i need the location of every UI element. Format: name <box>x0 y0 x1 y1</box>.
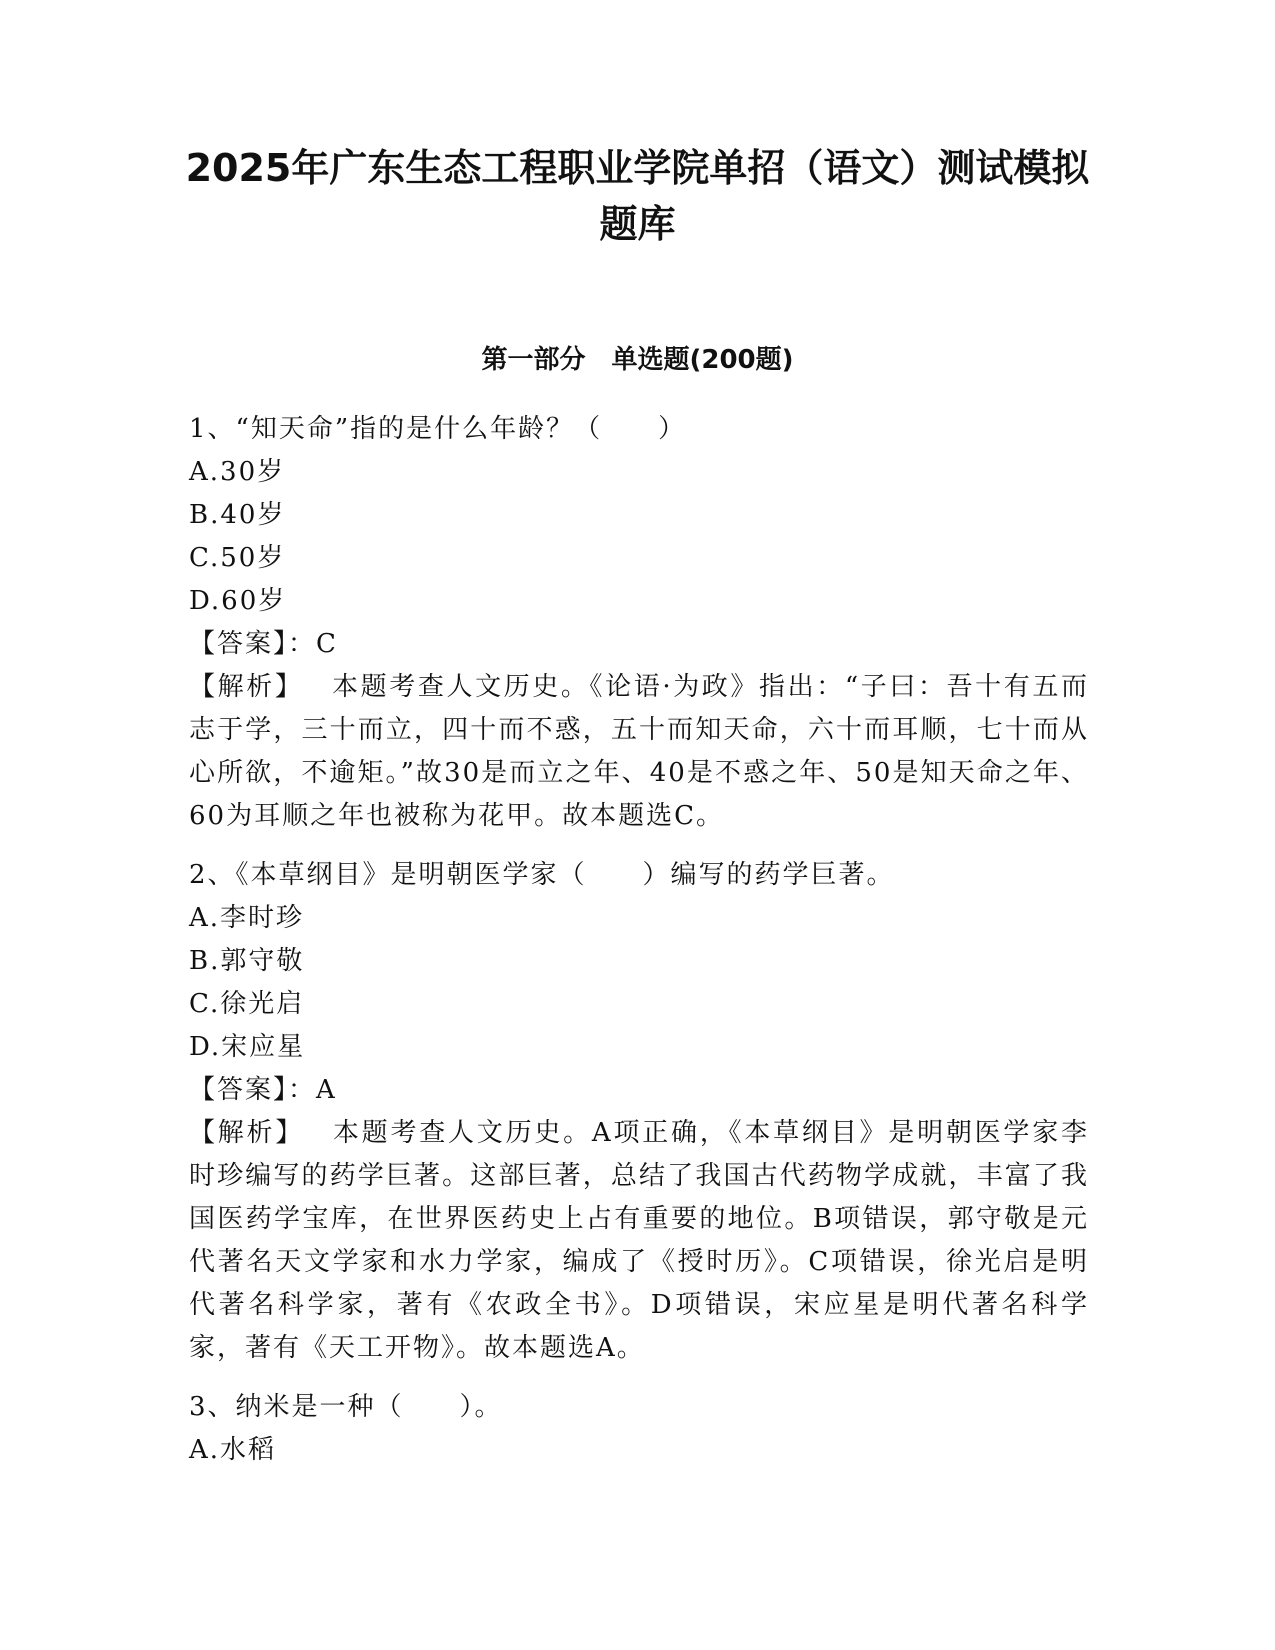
option-a: A.30岁 <box>189 457 286 487</box>
answer-label: 【答案】： <box>189 1075 317 1105</box>
analysis-label: 【解析】 <box>189 1118 305 1148</box>
question-number: 1、 <box>189 414 236 444</box>
question-1 <box>189 408 1089 838</box>
question-stem <box>189 408 1089 451</box>
option-a: A.水稻 <box>189 1435 277 1465</box>
question-stem <box>189 854 1089 897</box>
option-d: D.宋应星 <box>189 1032 306 1062</box>
analysis-text: 本题考查人文历史。《论语·为政》指出：“子曰：吾十有五而志于学，三十而立，四十而不惑，五十而知天命，六十而耳顺，七十而从心所欲，不逾矩。”故30是而立之年、40是不惑之年、50是知天命之年、60为耳顺之年也被称为花甲。故本题选C。 <box>189 672 1089 831</box>
question-text: “知天命”指的是什么年龄？（ ） <box>235 414 687 444</box>
option-c: C.徐光启 <box>189 989 305 1019</box>
section-title: 第一部分 单选题(200题) <box>481 345 794 375</box>
document-title <box>150 140 1125 252</box>
question-text: 《本草纲目》是明朝医学家（ ）编写的药学巨著。 <box>235 860 895 890</box>
answer-value: A <box>316 1075 337 1105</box>
question-3 <box>189 1386 1089 1472</box>
question-list <box>189 408 1089 1472</box>
analysis-paragraph <box>189 666 1089 838</box>
question-text: 纳米是一种（ ）。 <box>235 1392 503 1422</box>
question-2 <box>189 854 1089 1370</box>
analysis-text: 本题考查人文历史。A项正确，《本草纲目》是明朝医学家李时珍编写的药学巨著。这部巨著，总结了我国古代药物学成就，丰富了我国医药学宝库，在世界医药史上占有重要的地位。B项错误，郭守敬是元代著名天文学家和水力学家，编成了《授时历》。C项错误，徐光启是明代著名科学家，著有《农政全书》。D项错误，宋应星是明代著名科学家，著有《天工开物》。故本题选A。 <box>189 1118 1089 1363</box>
answer-value: C <box>316 629 338 659</box>
option-a: A.李时珍 <box>189 903 305 933</box>
answer-label: 【答案】： <box>189 629 317 659</box>
question-stem <box>189 1386 1089 1429</box>
option-b: B.郭守敬 <box>189 946 305 976</box>
question-number: 3、 <box>189 1392 236 1422</box>
document-title-line-1: 2025年广东生态工程职业学院单招（语文）测试模拟 <box>185 146 1090 190</box>
answer-line <box>189 623 1089 666</box>
option-b: B.40岁 <box>189 500 286 530</box>
option-d: D.60岁 <box>189 586 287 616</box>
answer-line <box>189 1069 1089 1112</box>
document-title-line-2: 题库 <box>599 202 676 246</box>
option-c: C.50岁 <box>189 543 286 573</box>
analysis-paragraph <box>189 1112 1089 1370</box>
question-number: 2、 <box>189 860 236 890</box>
analysis-label: 【解析】 <box>189 672 304 702</box>
